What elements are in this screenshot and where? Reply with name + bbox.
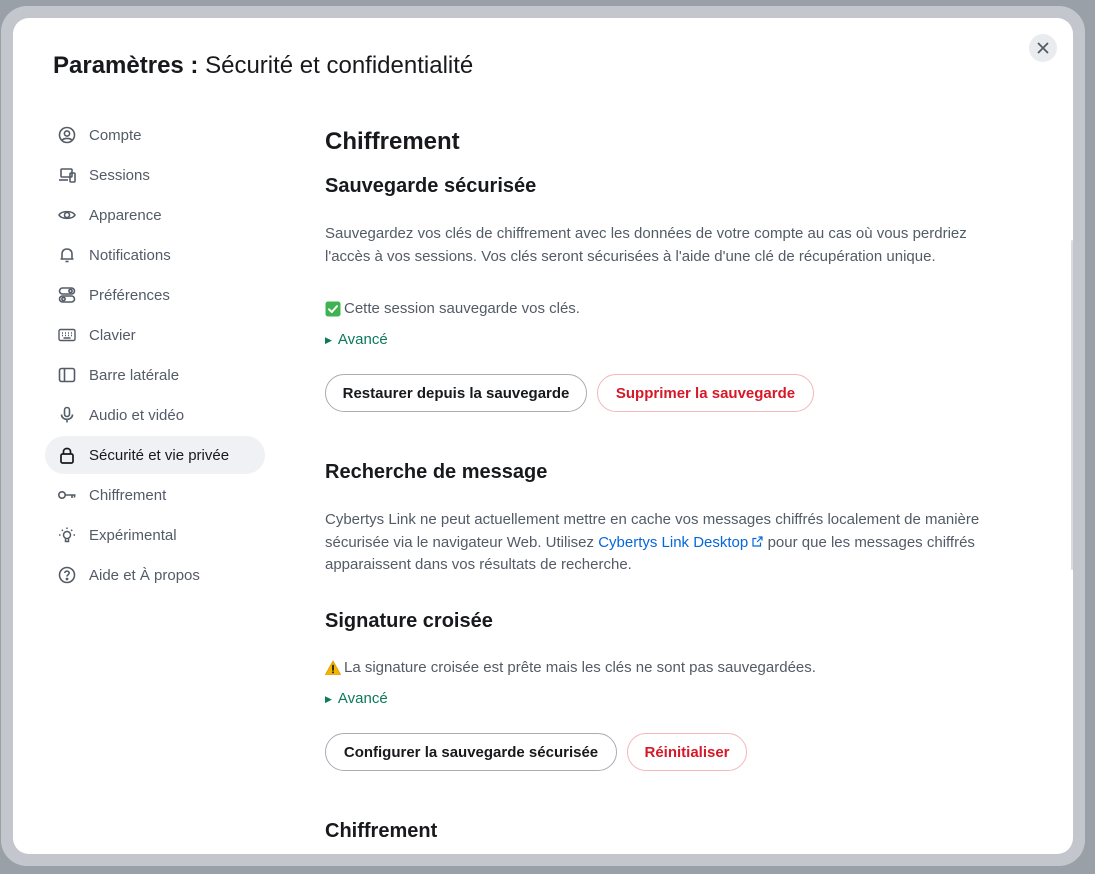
backup-title: Sauvegarde sécurisée <box>325 175 537 197</box>
close-icon <box>1037 42 1049 54</box>
user-circle-icon <box>57 125 77 145</box>
external-link-icon <box>752 536 763 547</box>
sidebar-item-aide[interactable] <box>45 556 265 594</box>
close-button[interactable] <box>1029 34 1057 62</box>
cross-signing-title: Signature croisée <box>325 610 493 632</box>
backup-status-text: Cette session sauvegarde vos clés. <box>344 300 580 317</box>
backup-advanced-toggle[interactable] <box>325 330 388 350</box>
sidebar-item-barre-laterale[interactable] <box>45 356 265 394</box>
search-description-text-1: Cybertys Link ne peut actuellement mettre en cache vos messages chiffrés localement de manière sécurisée via le navigateur Web. Utilisez <box>325 511 980 551</box>
sidebar-item-audio-video[interactable] <box>45 396 265 434</box>
check-mark-icon <box>325 301 341 317</box>
cross-signing-status <box>325 658 816 678</box>
devices-icon <box>57 165 77 185</box>
sidebar-item-compte[interactable] <box>45 116 265 154</box>
sidebar-item-experimental[interactable] <box>45 516 265 554</box>
sidebar-item-chiffrement[interactable] <box>45 476 265 514</box>
sidebar-item-label: Aide et À propos <box>89 566 200 584</box>
toggles-icon <box>57 285 77 305</box>
restore-backup-button[interactable]: Restaurer depuis la sauvegarde <box>325 374 587 412</box>
sidebar-item-label: Audio et vidéo <box>89 406 185 424</box>
bell-icon <box>57 245 77 265</box>
cross-signing-status-text: La signature croisée est prête mais les clés ne sont pas sauvegardées. <box>344 659 816 676</box>
sidebar-item-label: Barre latérale <box>89 366 180 384</box>
warning-icon <box>325 660 341 676</box>
eye-icon <box>57 205 77 225</box>
desktop-app-link[interactable] <box>598 534 763 551</box>
sidebar-item-securite[interactable] <box>45 436 265 474</box>
lock-icon <box>57 445 77 465</box>
encryption-section-title: Chiffrement <box>325 820 438 842</box>
sidebar-item-apparence[interactable] <box>45 196 265 234</box>
sidebar-item-sessions[interactable] <box>45 156 265 194</box>
sidebar-item-preferences[interactable] <box>45 276 265 314</box>
key-icon <box>57 485 77 505</box>
sidebar-item-notifications[interactable] <box>45 236 265 274</box>
settings-sidebar <box>45 116 265 596</box>
triangle-right-icon: ▶ <box>325 694 332 704</box>
sidebar-item-clavier[interactable] <box>45 316 265 354</box>
triangle-right-icon: ▶ <box>325 335 332 345</box>
search-title: Recherche de message <box>325 461 548 483</box>
sidebar-item-label: Préférences <box>89 286 170 304</box>
backup-status <box>325 299 580 319</box>
keyboard-icon <box>57 325 77 345</box>
microphone-icon <box>57 405 77 425</box>
configure-backup-button[interactable]: Configurer la sauvegarde sécurisée <box>325 733 617 771</box>
sidebar-icon <box>57 365 77 385</box>
settings-dialog <box>13 18 1073 854</box>
sidebar-item-label: Sessions <box>89 166 150 184</box>
sidebar-item-label: Apparence <box>89 206 162 224</box>
help-circle-icon <box>57 565 77 585</box>
section-heading-chiffrement: Chiffrement <box>325 128 460 155</box>
sidebar-item-label: Chiffrement <box>89 486 167 504</box>
desktop-app-link-label: Cybertys Link Desktop <box>598 533 749 551</box>
backup-description: Sauvegardez vos clés de chiffrement avec les données de votre compte au cas où vous perdriez l'accès à vos sessions. Vos clés seront sécurisées à l'aide d'une clé de récupération unique. <box>325 225 967 265</box>
content-scrollbar[interactable] <box>1071 240 1073 570</box>
cross-signing-advanced-toggle[interactable] <box>325 689 388 709</box>
sidebar-item-label: Notifications <box>89 246 171 264</box>
lightbulb-icon <box>57 525 77 545</box>
reset-cross-signing-button[interactable]: Réinitialiser <box>627 733 747 771</box>
sidebar-item-label: Clavier <box>89 326 136 344</box>
delete-backup-button[interactable]: Supprimer la sauvegarde <box>597 374 814 412</box>
dialog-title-prefix: Paramètres : <box>53 52 199 79</box>
sidebar-item-label: Expérimental <box>89 526 177 544</box>
dialog-title-section: Sécurité et confidentialité <box>205 52 474 79</box>
search-description <box>325 509 985 577</box>
settings-content <box>325 18 1025 854</box>
backup-advanced-label: Avancé <box>337 331 388 348</box>
cross-signing-advanced-label: Avancé <box>337 690 388 707</box>
sidebar-item-label: Compte <box>89 126 142 144</box>
sidebar-item-label: Sécurité et vie privée <box>89 446 230 464</box>
search-description-text-2: pour que les messages chiffrés apparaissent dans vos résultats de recherche. <box>325 533 975 573</box>
